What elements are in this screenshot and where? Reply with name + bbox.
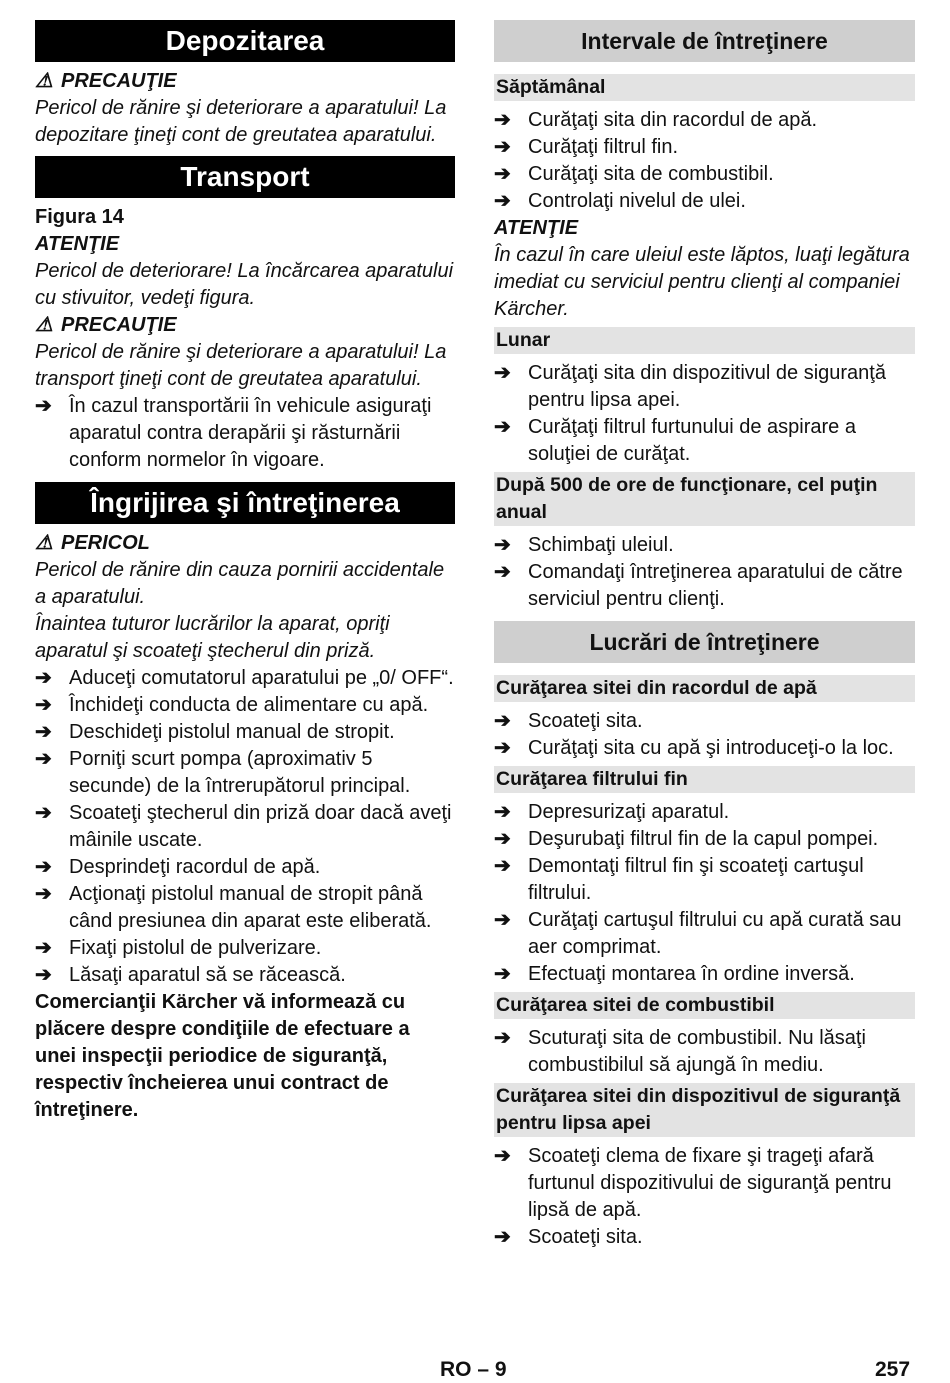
arrow-right-icon: ➔ xyxy=(494,1027,511,1049)
arrow-right-icon: ➔ xyxy=(35,694,52,716)
section-title-transport: Transport xyxy=(35,156,455,198)
section-title-intervals: Intervale de întreţinere xyxy=(494,20,915,62)
caution-heading: ⚠ PRECAUŢIE xyxy=(35,312,455,339)
arrow-right-icon: ➔ xyxy=(35,802,52,824)
section-title-storage: Depozitarea xyxy=(35,20,455,62)
list-item: ➔ Aduceţi comutatorul aparatului pe „0/ OFF“. xyxy=(35,665,455,692)
list-item: ➔ Închideţi conducta de alimentare cu apă. xyxy=(35,692,455,719)
right-column xyxy=(494,20,915,1251)
arrow-right-icon: ➔ xyxy=(494,909,511,931)
list-item: ➔ Scoateţi clema de fixare şi trageţi afară furtunul dispozitivului de siguranţă pentru lipsă de apă. xyxy=(494,1145,892,1221)
page-number: 257 xyxy=(875,1358,911,1381)
arrow-right-icon: ➔ xyxy=(494,109,511,131)
subsection-title-water-sieve: Curăţarea sitei din racordul de apă xyxy=(494,675,915,702)
arrow-right-icon: ➔ xyxy=(494,737,511,759)
arrow-right-icon: ➔ xyxy=(35,964,52,986)
list-item: ➔ Curăţaţi sita din dispozitivul de siguranţă pentru lipsa apei. xyxy=(494,362,886,411)
list-item: ➔ Deschideţi pistolul manual de stropit. xyxy=(35,719,455,746)
subsection-title-fuel-sieve: Curăţarea sitei de combustibil xyxy=(494,992,915,1019)
arrow-right-icon: ➔ xyxy=(494,801,511,823)
list-item: ➔ Depresurizaţi aparatul. xyxy=(494,799,915,826)
warning-triangle-icon: ⚠ xyxy=(35,314,53,336)
arrow-right-icon: ➔ xyxy=(494,416,511,438)
arrow-right-icon: ➔ xyxy=(35,937,52,959)
list-item: ➔ Scoateţi sita. xyxy=(494,1224,915,1251)
list-item: ➔ Controlaţi nivelul de ulei. xyxy=(494,188,915,215)
footer-section-label: RO – 9 xyxy=(440,1358,507,1381)
arrow-right-icon: ➔ xyxy=(494,1145,511,1167)
danger-text-2: Înaintea tuturor lucrărilor la aparat, opriţi aparatul şi scoateţi ştecherul din priză. xyxy=(35,613,390,662)
list-item: ➔ Comandaţi întreţinerea aparatului de către serviciul pentru clienţi. xyxy=(494,561,903,610)
arrow-right-icon: ➔ xyxy=(494,710,511,732)
list-item: ➔ Lăsaţi aparatul să se răcească. xyxy=(35,962,455,989)
caution-text: Pericol de rănire şi deteriorare a aparatului! La transport ţineţi cont de greutatea aparatului. xyxy=(35,341,447,390)
section-title-care: Îngrijirea şi întreţinerea xyxy=(35,482,455,524)
arrow-right-icon: ➔ xyxy=(35,395,52,417)
attention-heading: ATENŢIE xyxy=(494,217,579,239)
arrow-right-icon: ➔ xyxy=(35,883,52,905)
subsection-title-500-hours: După 500 de ore de funcţionare, cel puţin anual xyxy=(494,472,915,526)
list-item: ➔ Curăţaţi cartuşul filtrului cu apă curată sau aer comprimat. xyxy=(494,909,902,958)
list-item: ➔ Scoateţi ştecherul din priză doar dacă aveţi mâinile uscate. xyxy=(35,802,452,851)
arrow-right-icon: ➔ xyxy=(35,748,52,770)
section-title-work: Lucrări de întreţinere xyxy=(494,621,915,663)
list-item: ➔ Curăţaţi filtrul fin. xyxy=(494,134,915,161)
attention-text: Pericol de deteriorare! La încărcarea aparatului cu stivuitor, vedeţi figura. xyxy=(35,260,454,309)
arrow-right-icon: ➔ xyxy=(494,136,511,158)
service-note: Comercianţii Kärcher vă informează cu plăcere despre condiţiile de efectuare a unei inspecţii periodice de siguranţă, respectiv încheierea unui contract de întreţinere. xyxy=(35,991,410,1121)
list-item: ➔ Efectuaţi montarea în ordine inversă. xyxy=(494,961,915,988)
subsection-title-monthly: Lunar xyxy=(494,327,915,354)
danger-heading: ⚠ PERICOL xyxy=(35,530,455,557)
arrow-right-icon: ➔ xyxy=(494,1226,511,1248)
list-item: ➔ Acţionaţi pistolul manual de stropit până când presiunea din aparat este eliberată. xyxy=(35,883,432,932)
list-item: ➔ Scuturaţi sita de combustibil. Nu lăsaţi combustibilul să ajungă în mediu. xyxy=(494,1027,866,1076)
subsection-title-fine-filter: Curăţarea filtrului fin xyxy=(494,766,915,793)
arrow-right-icon: ➔ xyxy=(494,561,511,583)
warning-triangle-icon: ⚠ xyxy=(35,532,53,554)
list-item: ➔ Deşurubaţi filtrul fin de la capul pompei. xyxy=(494,826,915,853)
arrow-right-icon: ➔ xyxy=(494,163,511,185)
left-column xyxy=(35,20,455,1124)
figure-reference: Figura 14 xyxy=(35,206,124,228)
attention-heading: ATENŢIE xyxy=(35,233,120,255)
list-item: ➔ Scoateţi sita. xyxy=(494,708,915,735)
warning-triangle-icon: ⚠ xyxy=(35,70,53,92)
arrow-right-icon: ➔ xyxy=(35,856,52,878)
list-item: ➔ Porniţi scurt pompa (aproximativ 5 secunde) de la întrerupătorul principal. xyxy=(35,748,411,797)
list-item: ➔ Schimbaţi uleiul. xyxy=(494,532,915,559)
list-item: ➔ Desprindeţi racordul de apă. xyxy=(35,854,455,881)
arrow-right-icon: ➔ xyxy=(35,721,52,743)
subsection-title-safety-sieve: Curăţarea sitei din dispozitivul de siguranţă pentru lipsa apei xyxy=(494,1083,915,1137)
arrow-right-icon: ➔ xyxy=(35,667,52,689)
list-item: ➔ Demontaţi filtrul fin şi scoateţi cartuşul filtrului. xyxy=(494,855,864,904)
arrow-right-icon: ➔ xyxy=(494,828,511,850)
list-item: ➔ Curăţaţi sita cu apă şi introduceţi-o la loc. xyxy=(494,735,915,762)
arrow-right-icon: ➔ xyxy=(494,190,511,212)
subsection-title-weekly: Săptămânal xyxy=(494,74,915,101)
list-item: ➔ În cazul transportării în vehicule asiguraţi aparatul contra derapării şi răsturnării conform normelor în vigoare. xyxy=(35,395,432,471)
arrow-right-icon: ➔ xyxy=(494,963,511,985)
caution-text: Pericol de rănire şi deteriorare a aparatului! La depozitare ţineţi cont de greutatea aparatului. xyxy=(35,97,447,146)
danger-text: Pericol de rănire din cauza pornirii accidentale a aparatului. xyxy=(35,559,445,608)
arrow-right-icon: ➔ xyxy=(494,855,511,877)
arrow-right-icon: ➔ xyxy=(494,362,511,384)
list-item: ➔ Curăţaţi filtrul furtunului de aspirare a soluţiei de curăţat. xyxy=(494,416,856,465)
caution-heading: ⚠ PRECAUŢIE xyxy=(35,68,455,95)
list-item: ➔ Curăţaţi sita din racordul de apă. xyxy=(494,107,915,134)
list-item: ➔ Fixaţi pistolul de pulverizare. xyxy=(35,935,455,962)
attention-text: În cazul în care uleiul este lăptos, luaţi legătura imediat cu serviciul pentru clienţi al companiei Kärcher. xyxy=(494,244,910,320)
list-item: ➔ Curăţaţi sita de combustibil. xyxy=(494,161,915,188)
arrow-right-icon: ➔ xyxy=(494,534,511,556)
